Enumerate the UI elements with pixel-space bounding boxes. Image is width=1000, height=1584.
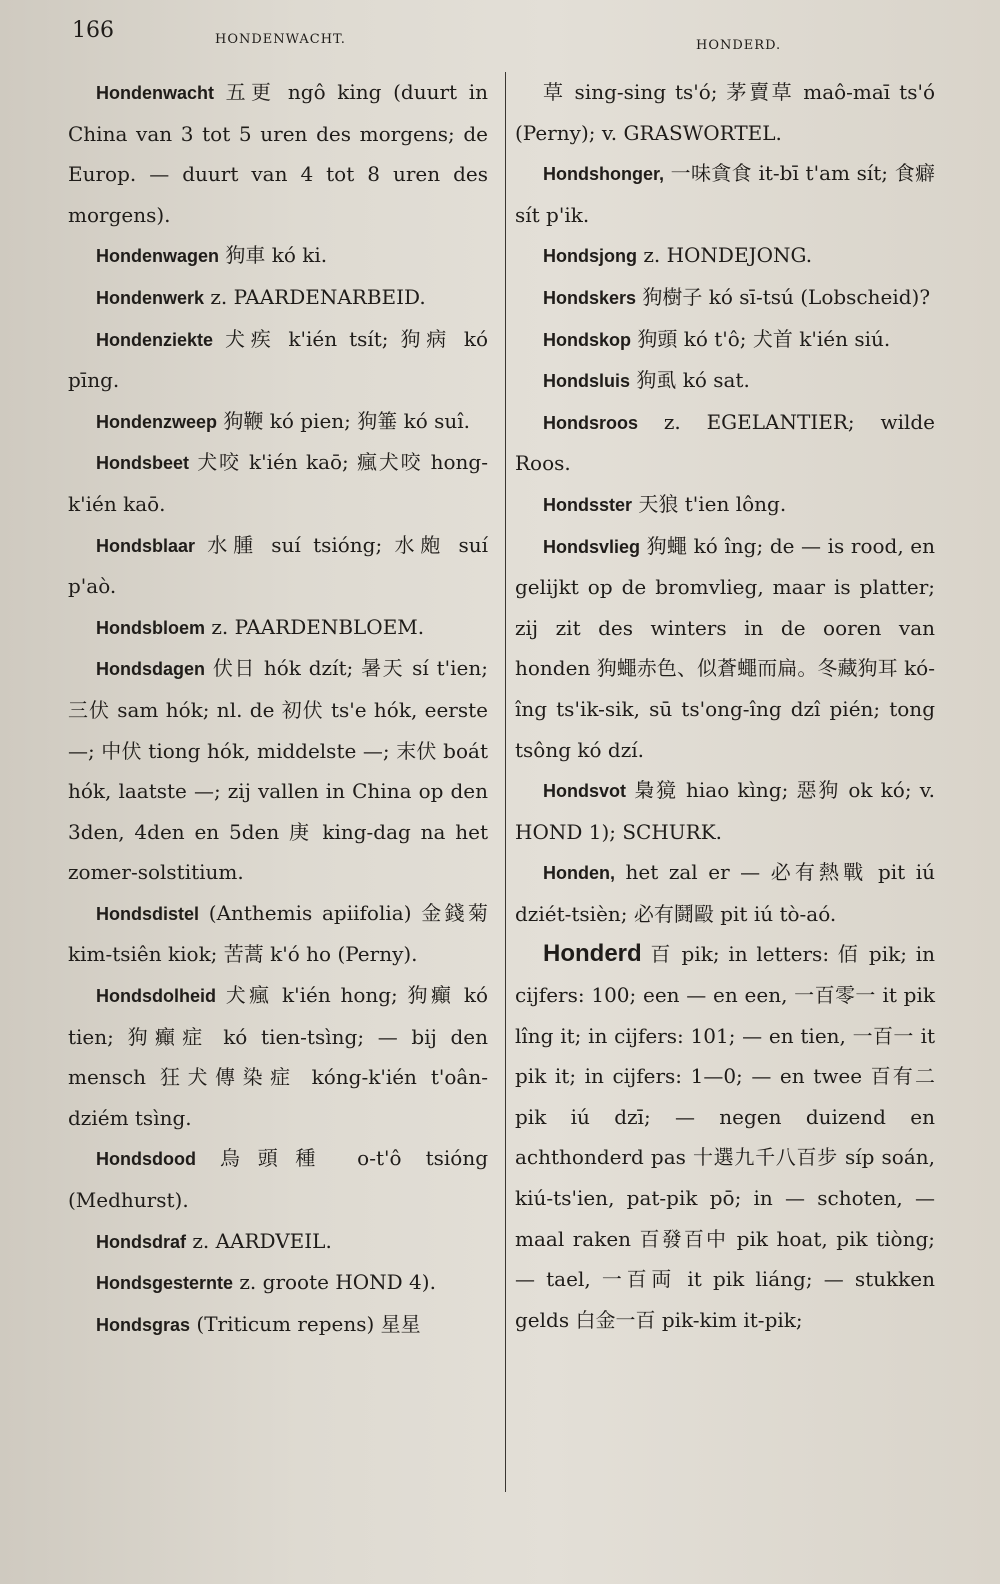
page-header bbox=[0, 18, 1000, 58]
dictionary-entry bbox=[68, 401, 488, 443]
page-number: 166 bbox=[72, 18, 114, 43]
dictionary-entry bbox=[515, 402, 935, 484]
dictionary-entry bbox=[68, 235, 488, 277]
entry-headword: Hondsvlieg bbox=[543, 536, 641, 557]
entry-headword: Hondenziekte bbox=[96, 329, 214, 350]
entry-headword: Hondsdagen bbox=[96, 659, 206, 680]
entry-headword: Hondenzweep bbox=[96, 411, 218, 432]
entry-text: 百 pik; in letters: 佰 pik; in cijfers: 100; een — en een, 一百零一 it pik lîng it; in cijfers: 101; — en tien, 一百一 it pik it; in cijfers: 1—0; — en twee 百有二 pik iú dzī; — negen duizend en achthonderd pas 十選九千八百步 síp soán, kiú-ts'ien, pat-pik pō; in — schoten, —maal raken 百發百中 pik hoat, pik tiòng; — tael, 一百両 it pik liáng; — stukken gelds 白金一百 pik-kim it-pik; bbox=[515, 942, 935, 1332]
dictionary-entry bbox=[515, 526, 935, 771]
dictionary-entry bbox=[68, 607, 488, 649]
entry-text: 天狼 t'ien lông. bbox=[638, 491, 787, 516]
dictionary-entry bbox=[515, 852, 935, 934]
entry-headword: Hondshonger, bbox=[543, 164, 664, 185]
dictionary-entry bbox=[68, 442, 488, 524]
entry-text: 狗虱 kó sat. bbox=[636, 368, 750, 393]
dictionary-entry bbox=[515, 72, 935, 153]
entry-headword: Hondsroos bbox=[543, 412, 639, 433]
dictionary-entry bbox=[515, 277, 935, 319]
right-column bbox=[515, 72, 935, 1340]
entry-headword: Hondsvot bbox=[543, 781, 626, 802]
dictionary-entry bbox=[68, 525, 488, 607]
entry-headword: Hondskop bbox=[543, 329, 631, 350]
dictionary-entry bbox=[515, 360, 935, 402]
entry-headword: Hondenwacht bbox=[96, 83, 215, 103]
dictionary-entry bbox=[68, 1221, 488, 1263]
entry-text: 烏頭種 o-t'ô tsióng (Medhurst). bbox=[68, 1146, 489, 1213]
entry-headword: Hondsdood bbox=[96, 1149, 196, 1170]
entry-text: 梟獍 hiao kìng; 惡狗 ok kó; v. HOND 1); SCHURK. bbox=[515, 778, 936, 844]
entry-text: 一味貪食 it-bī t'am sít; 食癖 sít p'ik. bbox=[515, 161, 935, 227]
entry-text: (Triticum repens) 星星 bbox=[196, 1311, 421, 1336]
entry-headword: Hondsgras bbox=[96, 1314, 191, 1335]
running-head-left: HONDENWACHT. bbox=[215, 32, 346, 47]
entry-text: 狗鞭 kó pien; 狗箠 kó suî. bbox=[223, 408, 471, 433]
entry-text: z. PAARDENARBEID. bbox=[210, 284, 426, 309]
dictionary-entry bbox=[68, 975, 488, 1138]
entry-text: 狗蠅 kó îng; de — is rood, en gelijkt op de bromvlieg, maar is platter; zij zit des winters in de ooren van honden 狗蠅赤色、似蒼蠅而扁。冬藏狗耳 kó-îng ts'ik-sik, sū ts'ong-îng dzî pién; tong tsông kó dzí. bbox=[515, 533, 935, 762]
entry-text: 犬瘋 k'ién hong; 狗癲 kó tien; 狗癲症 kó tien-tsìng; — bij den mensch 狂犬傳染症 kóng-k'ién t'oân-dziém tsìng. bbox=[68, 983, 488, 1130]
entry-headword: Hondsdistel bbox=[96, 903, 200, 924]
dictionary-entry bbox=[515, 484, 935, 526]
dictionary-entry bbox=[68, 277, 488, 319]
dictionary-entry bbox=[515, 934, 935, 1340]
dictionary-entry bbox=[68, 1262, 488, 1304]
entry-text: z. groote HOND 4). bbox=[239, 1270, 436, 1295]
entry-text: 犬疾 k'ién tsít; 狗病 kó pīng. bbox=[68, 326, 489, 393]
entry-headword: Hondsdolheid bbox=[96, 986, 216, 1007]
entry-text: z. AARDVEIL. bbox=[192, 1228, 332, 1253]
entry-headword: Hondsgesternte bbox=[96, 1273, 234, 1294]
entry-text: 伏日 hók dzít; 暑天 sí t'ien; 三伏 sam hók; nl. de 初伏 ts'e hók, eerste —; 中伏 tiong hók, middelste —; 末伏 boát hók, laatste —; zij vallen in China op den 3den, 4den en 5den 庚 king-dag na het zomer-solstitium. bbox=[68, 656, 489, 885]
entry-text: 五更 ngô king (duurt in China van 3 tot 5 uren des morgens; de Europ. — duurt van 4 tot 8 uren des morgens). bbox=[68, 80, 488, 227]
column-divider bbox=[505, 72, 506, 1492]
entry-text: 狗頭 kó t'ô; 犬首 k'ién siú. bbox=[637, 326, 891, 351]
entry-text: z. HONDEJONG. bbox=[643, 243, 813, 268]
entry-headword: Hondenwagen bbox=[96, 246, 220, 267]
dictionary-entry bbox=[68, 893, 488, 975]
dictionary-entry bbox=[68, 72, 488, 235]
entry-headword: Hondsjong bbox=[543, 246, 637, 267]
entry-text: het zal er — 必有熱戰 pit iú dziét-tsièn; 必有鬪毆 pit iú tò-aó. bbox=[515, 860, 936, 926]
dictionary-entry bbox=[515, 770, 935, 852]
dictionary-entry bbox=[68, 1304, 488, 1346]
entry-text: (Anthemis apiifolia) 金錢菊 kim-tsiên kiok; 苦蒿 k'ó ho (Perny). bbox=[68, 900, 489, 967]
dictionary-entry bbox=[68, 319, 488, 401]
dictionary-entry bbox=[68, 648, 488, 893]
dictionary-entry bbox=[515, 319, 935, 361]
entry-headword: Honden, bbox=[543, 863, 615, 884]
entry-headword: Hondskers bbox=[543, 287, 637, 308]
entry-text: 犬咬 k'ién kaō; 瘋犬咬 hong-k'ién kaō. bbox=[68, 450, 488, 516]
entry-headword: Hondsdraf bbox=[96, 1231, 186, 1252]
entry-headword: Honderd bbox=[543, 940, 642, 968]
entry-headword: Hondsster bbox=[543, 494, 633, 515]
left-column bbox=[68, 72, 488, 1345]
dictionary-entry bbox=[515, 235, 935, 277]
entry-text: 狗樹子 kó sī-tsú (Lobscheid)? bbox=[642, 284, 931, 309]
entry-text: z. EGELANTIER; wilde Roos. bbox=[515, 409, 936, 476]
dictionary-entry bbox=[68, 1138, 488, 1220]
entry-headword: Hondsbeet bbox=[96, 453, 190, 474]
entry-headword: Hondsblaar bbox=[96, 535, 196, 556]
entry-text: z. PAARDENBLOEM. bbox=[211, 614, 425, 639]
entry-headword: Hondsluis bbox=[543, 371, 631, 392]
entry-text: 草 sing-sing ts'ó; 茅賣草 maô-maī ts'ó (Perny); v. GRASWORTEL. bbox=[515, 80, 935, 145]
entry-text: 狗車 kó ki. bbox=[225, 243, 328, 268]
entry-headword: Hondsbloem bbox=[96, 617, 206, 638]
entry-text: 水腫 suí tsióng; 水皰 suí p'aò. bbox=[68, 532, 489, 599]
running-head-right: HONDERD. bbox=[696, 38, 782, 53]
entry-headword: Hondenwerk bbox=[96, 287, 205, 308]
dictionary-entry bbox=[515, 153, 935, 235]
